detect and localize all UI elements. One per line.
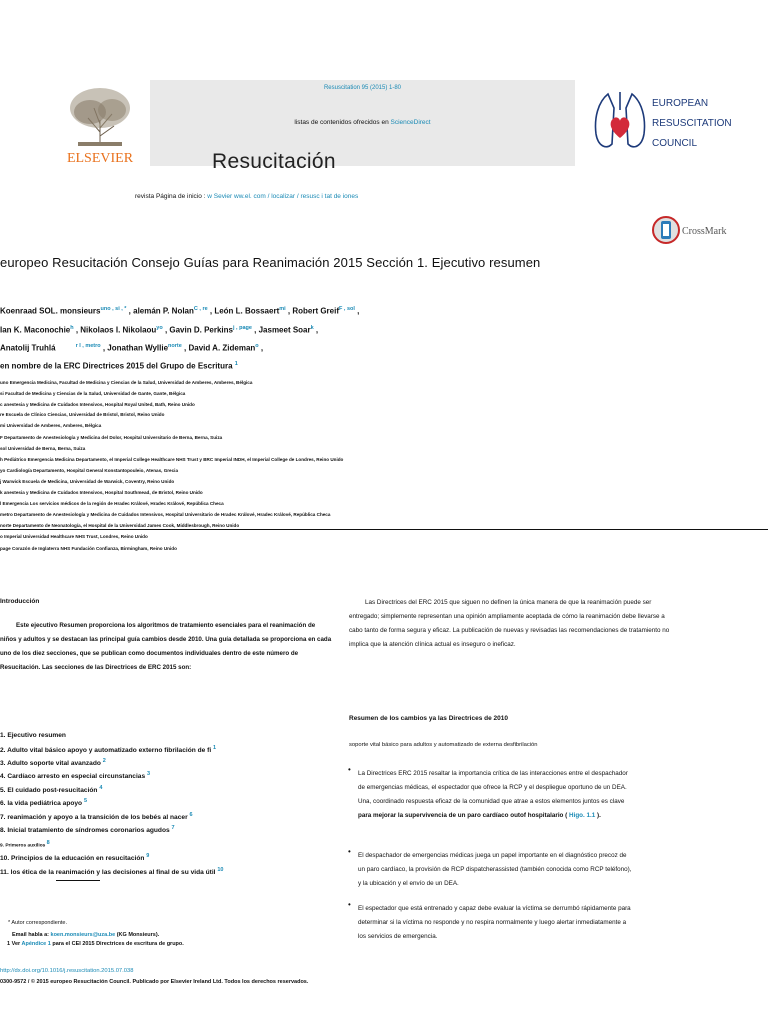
contents-line — [150, 119, 575, 126]
article-title: europeo Resucitación Consejo Guías para Reanimación 2015 Sección 1. Ejecutivo resumen — [0, 255, 541, 270]
affiliation: norte Departamento de Neonatología, el Hospital de la Universidad James Cook, Middlesbrough, Reino Unido — [0, 523, 240, 528]
author-sup[interactable]: k — [310, 325, 314, 331]
section-list-item: 4. Cardíaco arresto en especial circunstancias $^3$ — [0, 771, 151, 781]
affiliation: yo Cardiología Departamento, Hospital General Konstantopouleio, Atenas, Grecia — [0, 468, 178, 473]
affiliation: h Pediátrico Emergencia Medicina Departamento, el Imperial College Healthcare NHS Trust y BRC Imperial INDH, el Imperial College de Londres, Reino Unido — [0, 457, 344, 462]
author-name[interactable]: Anatolij Truhlá — [0, 343, 56, 353]
author-name[interactable]: , Jasmeet Soar — [251, 325, 311, 335]
section-list-item: 7. reanimación y apoyo a la transición de los bebés al nacer $^6$ — [0, 812, 193, 822]
author-sup[interactable]: j , page — [232, 325, 252, 331]
bullet-line: El espectador que está entrenado y capaz debe evaluar la víctima se derrumbó rápidamente para — [358, 905, 631, 912]
author-name[interactable]: , David A. Zideman — [181, 343, 256, 353]
affiliation: re Escuela de Clínico Ciencias, Universidad de Bristol, Bristol, Reino Unido — [0, 412, 165, 417]
appendix-link[interactable]: Apéndice 1 — [21, 941, 51, 947]
email-note: Email habla a: koen.monsieurs@uza.be (KG Monsieurs). — [12, 932, 160, 938]
author-sup[interactable]: norte — [168, 343, 182, 349]
author-sup[interactable]: 1 — [234, 361, 238, 367]
author-sup[interactable]: h — [70, 325, 74, 331]
author-sep: , — [313, 325, 319, 335]
appendix-note: 1 Ver Apéndice 1 para el CEI 2015 Directrices de escritura de grupo. — [7, 941, 184, 947]
affiliation-divider — [0, 529, 768, 530]
author-name[interactable]: Ian K. Maconochie — [0, 325, 71, 335]
bullet-bold-line: para mejorar la supervivencia de un paro cardíaco outof hospitalario ( Higo. 1.1 ). — [358, 812, 601, 819]
bullet-line: y la ubicación y el envío de un DEA. — [358, 880, 459, 887]
bullet-line: los servicios de emergencia. — [358, 933, 438, 940]
affiliation: mi Universidad de Amberes, Amberes, Bélgica — [0, 423, 102, 428]
erc-line-3: COUNCIL — [652, 138, 698, 149]
affiliation: o Imperial Universidad Healthcare NHS Trust, Londres, Reino Unido — [0, 534, 148, 539]
bullet-icon: • — [348, 847, 351, 856]
section-list-item: 8. Inicial tratamiento de síndromes coronarios agudos $^7$ — [0, 825, 175, 835]
crossmark-label: CrossMark — [682, 226, 727, 237]
author-name[interactable]: , Jonathan Wyllie — [100, 343, 169, 353]
section-list-item: 3. Adulto soporte vital avanzado $^2$ — [0, 758, 106, 768]
affiliation: j Warwick Escuela de Medicina, Universidad de Warwick, Coventry, Reino Unido — [0, 479, 175, 484]
bullet-icon: • — [348, 900, 351, 909]
section-ref[interactable]: 6 — [189, 812, 193, 818]
affiliation: metro Departamento de Anestesiología y Medicina de Cuidados Intensivos, Hospital Universitario de Hradec Králové, Hradec Králové, República Checa — [0, 512, 331, 517]
section-list-item: 10. Principios de la educación en resucitación $^9$ — [0, 853, 150, 863]
affiliation: si Facultad de Medicina y Ciencias de la Salud, Universidad de Gante, Gante, Bélgica — [0, 391, 186, 396]
homepage-link[interactable]: w Sevier ww.el. com / localizar / resusc i tat de iones — [207, 193, 359, 200]
erc-logo[interactable] — [592, 88, 732, 154]
affiliation: l Emergencia Los servicios médicos de la región de Hradec Králové, Hradec Králové, República Checa — [0, 501, 224, 506]
erc-line-2: RESUSCITATION — [652, 118, 732, 129]
author-line-1 — [0, 306, 359, 316]
bullet-line: un paro cardíaco, la provisión de RCP dispatcherassisted (también conocida como RCP teléfono), — [358, 866, 632, 873]
section-list-item: 11. los ética de la reanimación y las decisiones al final de su vida útil $^{10}$ — [0, 867, 224, 877]
bullet-line: de emergencias médicas, el espectador que ofrece la RCP y el despliegue oportuno de un DEA. — [358, 784, 627, 791]
affiliation: page Corazón de Inglaterra NHS Fundación Confianza, Birmingham, Reino Unido — [0, 546, 177, 551]
section-list-item: 5. El cuidado post-resucitación $^4$ — [0, 785, 103, 795]
journal-citation[interactable]: Resuscitation 95 (2015) 1-80 — [323, 85, 402, 91]
section-ref[interactable]: 4 — [99, 785, 103, 791]
author-line-3 — [0, 343, 263, 353]
footnote-divider — [56, 880, 100, 881]
bullet-item — [358, 767, 688, 823]
erc-lung-right-icon — [626, 94, 645, 147]
doi-link[interactable]: http://dx.doi.org/10.1016/j.resuscitation.2015.07.038 — [0, 968, 134, 974]
erc-line-1: EUROPEAN — [652, 98, 709, 109]
author-sup[interactable]: yo — [156, 325, 163, 331]
section-ref[interactable]: 8 — [46, 840, 50, 846]
author-sup[interactable]: uno , si , * — [100, 306, 127, 312]
author-sup[interactable]: F , sol — [339, 306, 355, 312]
homepage-prefix: revista Página de inicio : — [135, 193, 208, 200]
intro-heading: Introducción — [0, 598, 40, 605]
author-sep: , — [354, 306, 360, 316]
section-ref[interactable]: 10 — [217, 867, 224, 873]
journal-homepage-line — [135, 193, 358, 200]
bullet-line: determinar si la víctima no responde y no respira normalmente y luego alertar inmediatamente a — [358, 919, 627, 926]
bullet-item — [358, 902, 688, 944]
affiliation: F Departamento de Anestesiología y Medicina del Dolor, Hospital Universitario de Berna, Berna, Suiza — [0, 435, 223, 440]
elsevier-logo[interactable] — [52, 80, 148, 166]
section-list-item: 1. Ejecutivo resumen — [0, 732, 66, 739]
bullet-icon: • — [348, 765, 351, 774]
author-name[interactable]: Koenraad SOL. monsieurs — [0, 306, 101, 316]
author-sup[interactable]: r l , metro — [75, 343, 101, 349]
changes-subheading: soporte vital básico para adultos y automatizado de externa desfibrilación — [349, 742, 538, 748]
guidelines-paragraph: Las Directrices del ERC 2015 que siguen no definen la única manera de que la reanimación puede ser entregado; simplemente representan una opinión ampliamente aceptada de cómo la reanimación debe llevarse a cabo tanto de forma segura y eficaz. La publicación de nuevas y revisadas las recomendaciones de tratamiento no implica que la atención clínica actual es inseguro o ineficaz. — [349, 599, 670, 648]
section-ref[interactable]: 1 — [213, 745, 217, 751]
contents-prefix: listas de contenidos ofrecidos en — [294, 119, 391, 126]
copyright-line: 0300-9572 / © 2015 europeo Resucitación Council. Publicado por Elsevier Ireland Ltd. Todos los derechos reservados. — [0, 979, 309, 985]
author-name[interactable]: , Robert Greif — [285, 306, 339, 316]
author-line-2 — [0, 325, 318, 335]
section-ref[interactable]: 5 — [83, 798, 87, 804]
erc-lung-left-icon — [596, 94, 615, 147]
corresponding-author-note: * Autor correspondiente. — [8, 920, 68, 926]
author-name[interactable]: , Gavin D. Perkins — [162, 325, 233, 335]
journal-name: Resucitación — [212, 150, 336, 173]
affiliation: k anestesia y Medicina de Cuidados Intensivos, Hospital Southmead, de Bristol, Reino Unido — [0, 490, 203, 495]
section-ref[interactable]: 2 — [102, 758, 106, 764]
affiliation: uno Emergencia Medicina, Facultad de Medicina y Ciencias de la Salud, Universidad de Amberes, Amberes, Bélgica — [0, 380, 253, 385]
section-list-item: 2. Adulto vital básico apoyo y automatizado externo fibrilación de fi $^1$ — [0, 745, 217, 755]
section-list-item: 6. la vida pediátrica apoyo $^5$ — [0, 798, 87, 808]
sciencedirect-link[interactable]: ScienceDirect — [390, 119, 431, 126]
bullet-item — [358, 849, 688, 891]
author-sup[interactable]: C , re — [193, 306, 208, 312]
author-sup[interactable]: mi — [279, 306, 286, 312]
section-ref[interactable]: 9 — [146, 853, 150, 859]
figure-link[interactable]: Higo. 1.1 — [569, 812, 596, 819]
email-link[interactable]: koen.monsieurs@uza.be — [50, 932, 116, 938]
section-ref[interactable]: 3 — [146, 771, 151, 777]
author-name[interactable]: , alemán P. Nolan — [126, 306, 194, 316]
affiliation: c anestesia y Medicina de Cuidados Intensivos, Hospital Royal United, Bath, Reino Unido — [0, 402, 195, 407]
author-sup[interactable]: o — [255, 343, 259, 349]
elsevier-wordmark: ELSEVIER — [66, 151, 134, 166]
changes-heading: Resumen de los cambios ya las Directrices de 2010 — [349, 715, 508, 722]
section-list-item: 9. Primeros auxilios $^8$ — [0, 840, 50, 849]
crossmark-badge[interactable] — [652, 214, 732, 246]
affiliation: sol Universidad de Berna, Berna, Suiza — [0, 446, 86, 451]
author-line-4 — [0, 361, 238, 371]
bullet-line: Una, coordinado respuesta eficaz de la comunidad que atrae a estos elementos juntos es clave — [358, 798, 625, 805]
section-ref[interactable]: 7 — [171, 825, 175, 831]
author-name[interactable]: , Nikolaos I. Nikolaou — [73, 325, 157, 335]
author-name[interactable]: , León L. Bossaert — [207, 306, 280, 316]
bullet-line: El despachador de emergencias médicas juega un papel importante en el diagnóstico precoz de — [358, 852, 627, 859]
writing-group: en nombre de la ERC Directrices 2015 del Grupo de Escritura — [0, 361, 233, 371]
bullet-line: La Directrices ERC 2015 resaltar la importancia crítica de las interacciones entre el despachador — [358, 770, 628, 777]
intro-paragraph: Este ejecutivo Resumen proporciona los algoritmos de tratamiento esenciales para el reanimación de niños y adultos y se destacan las principal guía cambios desde 2010. Una guía detallada se proporciona en cada uno de los diez secciones, que se publican como documentos individuales dentro de este número de Resucitación. Las secciones de las Directrices de ERC 2015 son: — [0, 622, 332, 671]
author-sep: , — [258, 343, 264, 353]
erc-heart-icon — [611, 117, 630, 138]
